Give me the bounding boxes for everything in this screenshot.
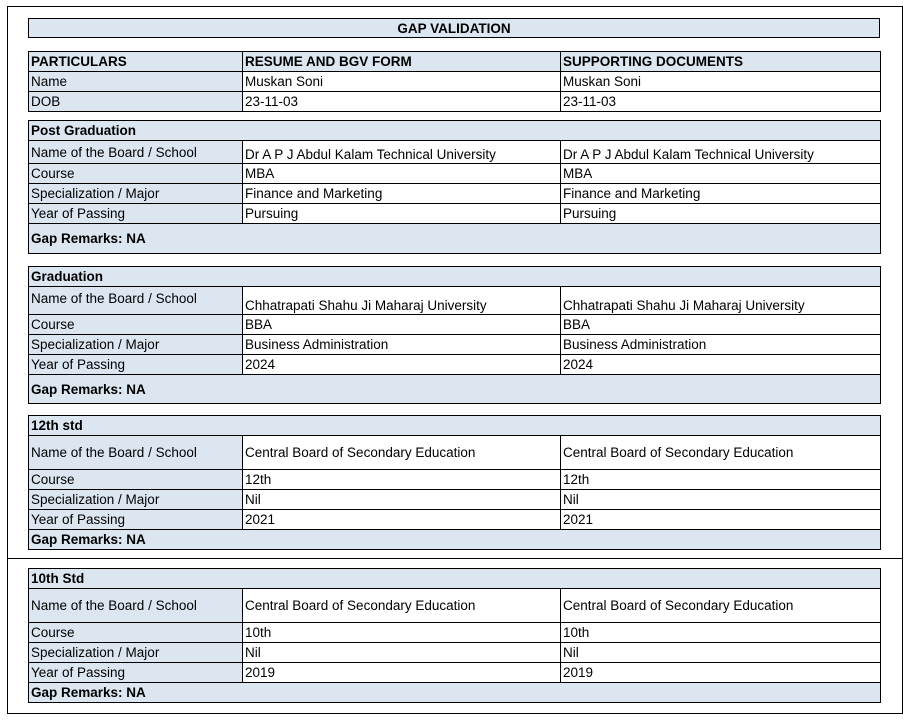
resume-value: Dr A P J Abdul Kalam Technical University <box>243 141 561 164</box>
resume-value: Nil <box>243 490 561 510</box>
header-resume: RESUME AND BGV FORM <box>243 52 561 72</box>
table-row <box>29 623 881 643</box>
resume-value: 23-11-03 <box>243 92 561 112</box>
header-supporting: SUPPORTING DOCUMENTS <box>561 52 881 72</box>
supporting-value: 2021 <box>561 510 881 530</box>
row-label: Name of the Board / School <box>29 436 243 470</box>
remarks-row <box>29 683 881 703</box>
row-label: Specialization / Major <box>29 643 243 663</box>
supporting-value: MBA <box>561 164 881 184</box>
resume-value: 12th <box>243 470 561 490</box>
row-label: Year of Passing <box>29 355 243 375</box>
supporting-value: Finance and Marketing <box>561 184 881 204</box>
table-row <box>29 72 881 92</box>
resume-value: Finance and Marketing <box>243 184 561 204</box>
supporting-value: 23-11-03 <box>561 92 881 112</box>
resume-value: Central Board of Secondary Education <box>243 436 561 470</box>
section-table <box>28 120 881 254</box>
section-heading: Graduation <box>29 267 881 287</box>
table-row <box>29 184 881 204</box>
resume-value: 2024 <box>243 355 561 375</box>
table-row <box>29 643 881 663</box>
resume-value: Business Administration <box>243 335 561 355</box>
table-row <box>29 204 881 224</box>
supporting-value: Muskan Soni <box>561 72 881 92</box>
resume-value: BBA <box>243 315 561 335</box>
resume-value: Central Board of Secondary Education <box>243 589 561 623</box>
supporting-value: Chhatrapati Shahu Ji Maharaj University <box>561 287 881 315</box>
personal-table <box>28 51 881 112</box>
resume-value: Chhatrapati Shahu Ji Maharaj University <box>243 287 561 315</box>
header-row <box>29 52 881 72</box>
section-heading-row <box>29 121 881 141</box>
table-row <box>29 663 881 683</box>
resume-value: MBA <box>243 164 561 184</box>
row-label: Course <box>29 315 243 335</box>
table-row <box>29 470 881 490</box>
table-row <box>29 315 881 335</box>
row-label: Name of the Board / School <box>29 589 243 623</box>
section-heading-row <box>29 267 881 287</box>
section-table <box>28 568 881 703</box>
gap-remarks: Gap Remarks: NA <box>29 683 881 703</box>
table-row <box>29 490 881 510</box>
supporting-value: 2024 <box>561 355 881 375</box>
section-graduation <box>28 266 880 404</box>
gap-remarks: Gap Remarks: NA <box>29 375 881 404</box>
supporting-value: 12th <box>561 470 881 490</box>
table-row <box>29 355 881 375</box>
row-label: Year of Passing <box>29 663 243 683</box>
table-row <box>29 589 881 623</box>
supporting-value: Central Board of Secondary Education <box>561 589 881 623</box>
section-table <box>28 266 881 404</box>
header-particulars: PARTICULARS <box>29 52 243 72</box>
personal-block <box>28 51 880 112</box>
table-row <box>29 510 881 530</box>
remarks-row <box>29 224 881 254</box>
section-heading: Post Graduation <box>29 121 881 141</box>
section-heading: 10th Std <box>29 569 881 589</box>
section-10th-std <box>28 568 880 703</box>
resume-value: 2019 <box>243 663 561 683</box>
table-row <box>29 335 881 355</box>
table-row <box>29 92 881 112</box>
section-post-graduation <box>28 120 880 254</box>
remarks-row <box>29 375 881 404</box>
supporting-value: 10th <box>561 623 881 643</box>
resume-value: 2021 <box>243 510 561 530</box>
resume-value: Nil <box>243 643 561 663</box>
section-table <box>28 415 881 550</box>
row-label: Name of the Board / School <box>29 287 243 315</box>
row-label: Year of Passing <box>29 510 243 530</box>
row-label: Name of the Board / School <box>29 141 243 164</box>
row-label: Name <box>29 72 243 92</box>
supporting-value: Nil <box>561 643 881 663</box>
resume-value: Muskan Soni <box>243 72 561 92</box>
row-label: Course <box>29 623 243 643</box>
row-label: Course <box>29 164 243 184</box>
supporting-value: Dr A P J Abdul Kalam Technical University <box>561 141 881 164</box>
row-label: DOB <box>29 92 243 112</box>
gap-remarks: Gap Remarks: NA <box>29 224 881 254</box>
table-row <box>29 436 881 470</box>
supporting-value: Nil <box>561 490 881 510</box>
resume-value: 10th <box>243 623 561 643</box>
table-row <box>29 164 881 184</box>
remarks-row <box>29 530 881 550</box>
section-heading: 12th std <box>29 416 881 436</box>
supporting-value: BBA <box>561 315 881 335</box>
supporting-value: Central Board of Secondary Education <box>561 436 881 470</box>
row-label: Year of Passing <box>29 204 243 224</box>
gap-remarks: Gap Remarks: NA <box>29 530 881 550</box>
supporting-value: 2019 <box>561 663 881 683</box>
resume-value: Pursuing <box>243 204 561 224</box>
row-label: Specialization / Major <box>29 490 243 510</box>
section-heading-row <box>29 569 881 589</box>
table-row <box>29 287 881 315</box>
page-title: GAP VALIDATION <box>28 18 880 38</box>
row-label: Course <box>29 470 243 490</box>
supporting-value: Pursuing <box>561 204 881 224</box>
section-12th-std <box>28 415 880 550</box>
supporting-value: Business Administration <box>561 335 881 355</box>
table-row <box>29 141 881 164</box>
row-label: Specialization / Major <box>29 184 243 204</box>
row-label: Specialization / Major <box>29 335 243 355</box>
section-heading-row <box>29 416 881 436</box>
